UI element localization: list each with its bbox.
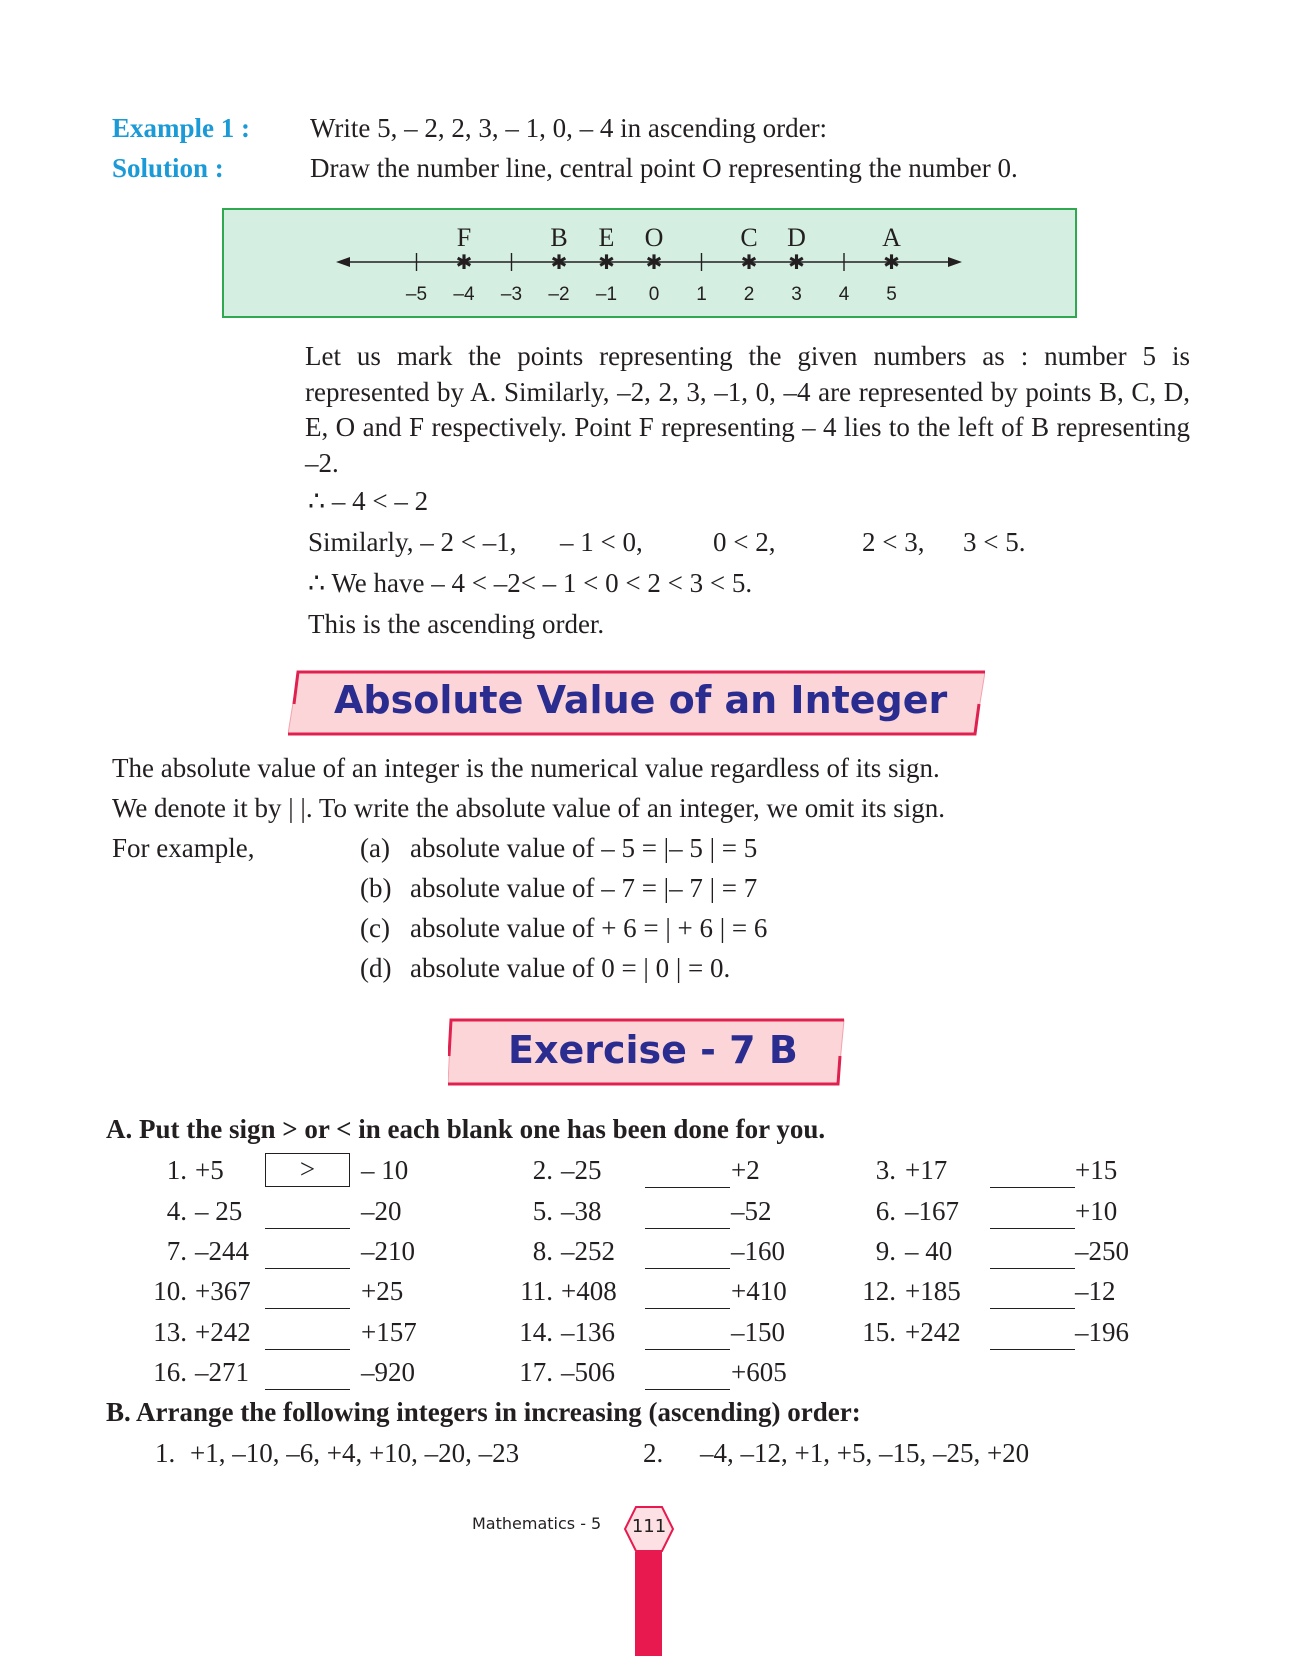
similarly-3: 0 < 2, [713,527,776,557]
tick-label: –5 [405,284,428,305]
exercise-left-value: – 25 [195,1196,243,1226]
solution-text: Draw the number line, central point O representing the number 0. [310,153,1018,183]
example-d-marker: (d) [360,953,392,983]
exercise-number: 10. [153,1276,187,1306]
point-label: B [550,223,568,252]
therefore-line: ∴ – 4 < – 2 [308,486,429,516]
exercise-right-value: +410 [731,1276,787,1306]
example-a-text: absolute value of – 5 = |– 5 | = 5 [410,833,758,863]
example-b-text: absolute value of – 7 = |– 7 | = 7 [410,873,758,903]
part-b-2-num: 2. [643,1438,664,1468]
exercise-banner [448,1016,846,1088]
exercise-title: Exercise - 7 B [508,1028,798,1072]
answer-blank[interactable] [645,1389,730,1390]
tick-label: –3 [500,284,523,305]
exercise-left-value: –167 [905,1196,959,1226]
point-label: C [740,223,758,252]
part-b-1-num: 1. [155,1438,176,1468]
exercise-left-value: –252 [561,1236,615,1266]
exercise-left-value: +242 [905,1317,961,1347]
similarly-1: Similarly, – 2 < –1, [308,527,517,557]
absolute-line-1: The absolute value of an integer is the numerical value regardless of its sign. [112,753,940,783]
exercise-left-value: –244 [195,1236,249,1266]
point-marker: ✱ [550,252,568,274]
footer-book-title: Mathematics - 5 [472,1514,602,1533]
exercise-left-value: –25 [561,1155,602,1185]
answer-blank[interactable] [990,1228,1075,1229]
point-marker: ✱ [598,252,615,274]
exercise-left-value: +367 [195,1276,251,1306]
exercise-number: 8. [532,1236,553,1266]
part-b-2-text: –4, –12, +1, +5, –15, –25, +20 [700,1438,1030,1468]
exercise-right-value: –920 [361,1357,415,1387]
exercise-right-value: +2 [731,1155,760,1185]
point-marker: ✱ [740,252,758,274]
similarly-2: – 1 < 0, [560,527,643,557]
exercise-left-value: –38 [561,1196,602,1226]
answer-blank[interactable] [645,1268,730,1269]
exercise-number: 2. [532,1155,553,1185]
exercise-left-value: +17 [905,1155,948,1185]
exercise-right-value: –160 [731,1236,785,1266]
answer-blank[interactable] [990,1187,1075,1188]
exercise-left-value: +408 [561,1276,617,1306]
exercise-number: 3. [875,1155,896,1185]
conclusion-line: This is the ascending order. [308,609,605,639]
similarly-5: 3 < 5. [963,527,1026,557]
exercise-right-value: +605 [731,1357,787,1387]
exercise-right-value: –196 [1075,1317,1129,1347]
tick-label: –1 [595,284,618,305]
part-b-1-text: +1, –10, –6, +4, +10, –20, –23 [190,1438,520,1468]
number-line-box [222,208,1077,318]
answer-blank[interactable] [265,1228,350,1229]
tick-label: 1 [696,284,707,305]
tick-label: 3 [791,284,802,305]
exercise-number: 12. [862,1276,896,1306]
point-marker: ✱ [645,252,663,274]
similarly-4: 2 < 3, [862,527,925,557]
left-arrow-icon [336,257,350,267]
exercise-number: 9. [875,1236,896,1266]
exercise-left-value: – 40 [905,1236,953,1266]
exercise-right-value: –150 [731,1317,785,1347]
exercise-right-value: +15 [1075,1155,1118,1185]
answer-blank[interactable] [265,1268,350,1269]
answer-blank[interactable] [265,1308,350,1309]
point-marker: ✱ [788,252,805,274]
number-line [224,210,1075,316]
explanation-paragraph: Let us mark the points representing the given numbers as : number 5 is represented by A. Similarly, –2, 2, 3, –1, 0, –4 are represented by points B, C, D, E, O and F respectively. Point F representing – 4 lies to the left of B representing –2. [305,341,1190,478]
answer-blank[interactable] [645,1308,730,1309]
absolute-value-title: Absolute Value of an Integer [334,678,948,722]
exercise-number: 6. [875,1196,896,1226]
point-label: F [456,223,472,252]
exercise-right-value: +10 [1075,1196,1118,1226]
example-question: Write 5, – 2, 2, 3, – 1, 0, – 4 in ascending order: [310,113,828,143]
answer-blank[interactable] [990,1349,1075,1350]
exercise-number: 1. [166,1155,187,1185]
page-number-badge [623,1505,675,1553]
exercise-right-value: –210 [361,1236,415,1266]
exercise-right-value: –250 [1075,1236,1129,1266]
part-a-heading: A. Put the sign > or < in each blank one has been done for you. [106,1114,826,1144]
example-label: Example 1 : [112,113,250,143]
example-c-text: absolute value of + 6 = | + 6 | = 6 [410,913,768,943]
point-label: A [882,223,901,252]
exercise-right-value: – 10 [361,1155,409,1185]
absolute-value-banner [288,668,985,738]
answer-blank[interactable] [990,1308,1075,1309]
part-b-heading: B. Arrange the following integers in increasing (ascending) order: [106,1397,861,1427]
example-c-marker: (c) [360,913,390,943]
answer-blank[interactable] [645,1187,730,1188]
exercise-number: 11. [520,1276,553,1306]
example-b-marker: (b) [360,873,392,903]
exercise-right-value: +157 [361,1317,417,1347]
exercise-left-value: +5 [195,1155,224,1185]
page-number: 111 [631,1516,667,1537]
answer-blank[interactable] [645,1349,730,1350]
tick-label: 2 [743,284,755,305]
point-label: O [644,223,664,252]
point-label: D [787,223,806,252]
for-example-label: For example, [112,833,255,863]
example-a-marker: (a) [360,833,390,863]
exercise-right-value: –20 [361,1196,402,1226]
exercise-left-value: –271 [195,1357,249,1387]
exercise-number: 17. [519,1357,553,1387]
point-marker: ✱ [455,252,473,274]
exercise-number: 14. [519,1317,553,1347]
exercise-left-value: +242 [195,1317,251,1347]
example-d-text: absolute value of 0 = | 0 | = 0. [410,953,731,983]
absolute-line-2: We denote it by | |. To write the absolute value of an integer, we omit its sign. [112,793,945,823]
right-arrow-icon [948,257,962,267]
point-marker: ✱ [883,252,900,274]
tick-label: 0 [648,284,660,305]
tick-label: 4 [838,284,850,305]
answer-blank[interactable] [990,1268,1075,1269]
point-label: E [598,223,615,252]
exercise-right-value: +25 [361,1276,404,1306]
page-tab [635,1552,662,1656]
tick-label: 5 [886,284,897,305]
exercise-right-value: –52 [731,1196,772,1226]
solution-label: Solution : [112,153,224,183]
tick-label: –2 [548,284,570,305]
tick-label: –4 [453,284,475,305]
answer-box: > [265,1153,350,1187]
exercise-number: 5. [532,1196,553,1226]
exercise-number: 16. [153,1357,187,1387]
we-have-line: ∴ We have – 4 < –2< – 1 < 0 < 2 < 3 < 5. [308,568,753,598]
exercise-number: 7. [166,1236,187,1266]
answer-blank[interactable] [265,1349,350,1350]
exercise-number: 15. [862,1317,896,1347]
exercise-number: 4. [166,1196,187,1226]
exercise-right-value: –12 [1075,1276,1116,1306]
answer-blank[interactable] [645,1228,730,1229]
answer-blank[interactable] [265,1389,350,1390]
exercise-left-value: +185 [905,1276,961,1306]
exercise-left-value: –136 [561,1317,615,1347]
exercise-number: 13. [153,1317,187,1347]
exercise-left-value: –506 [561,1357,615,1387]
